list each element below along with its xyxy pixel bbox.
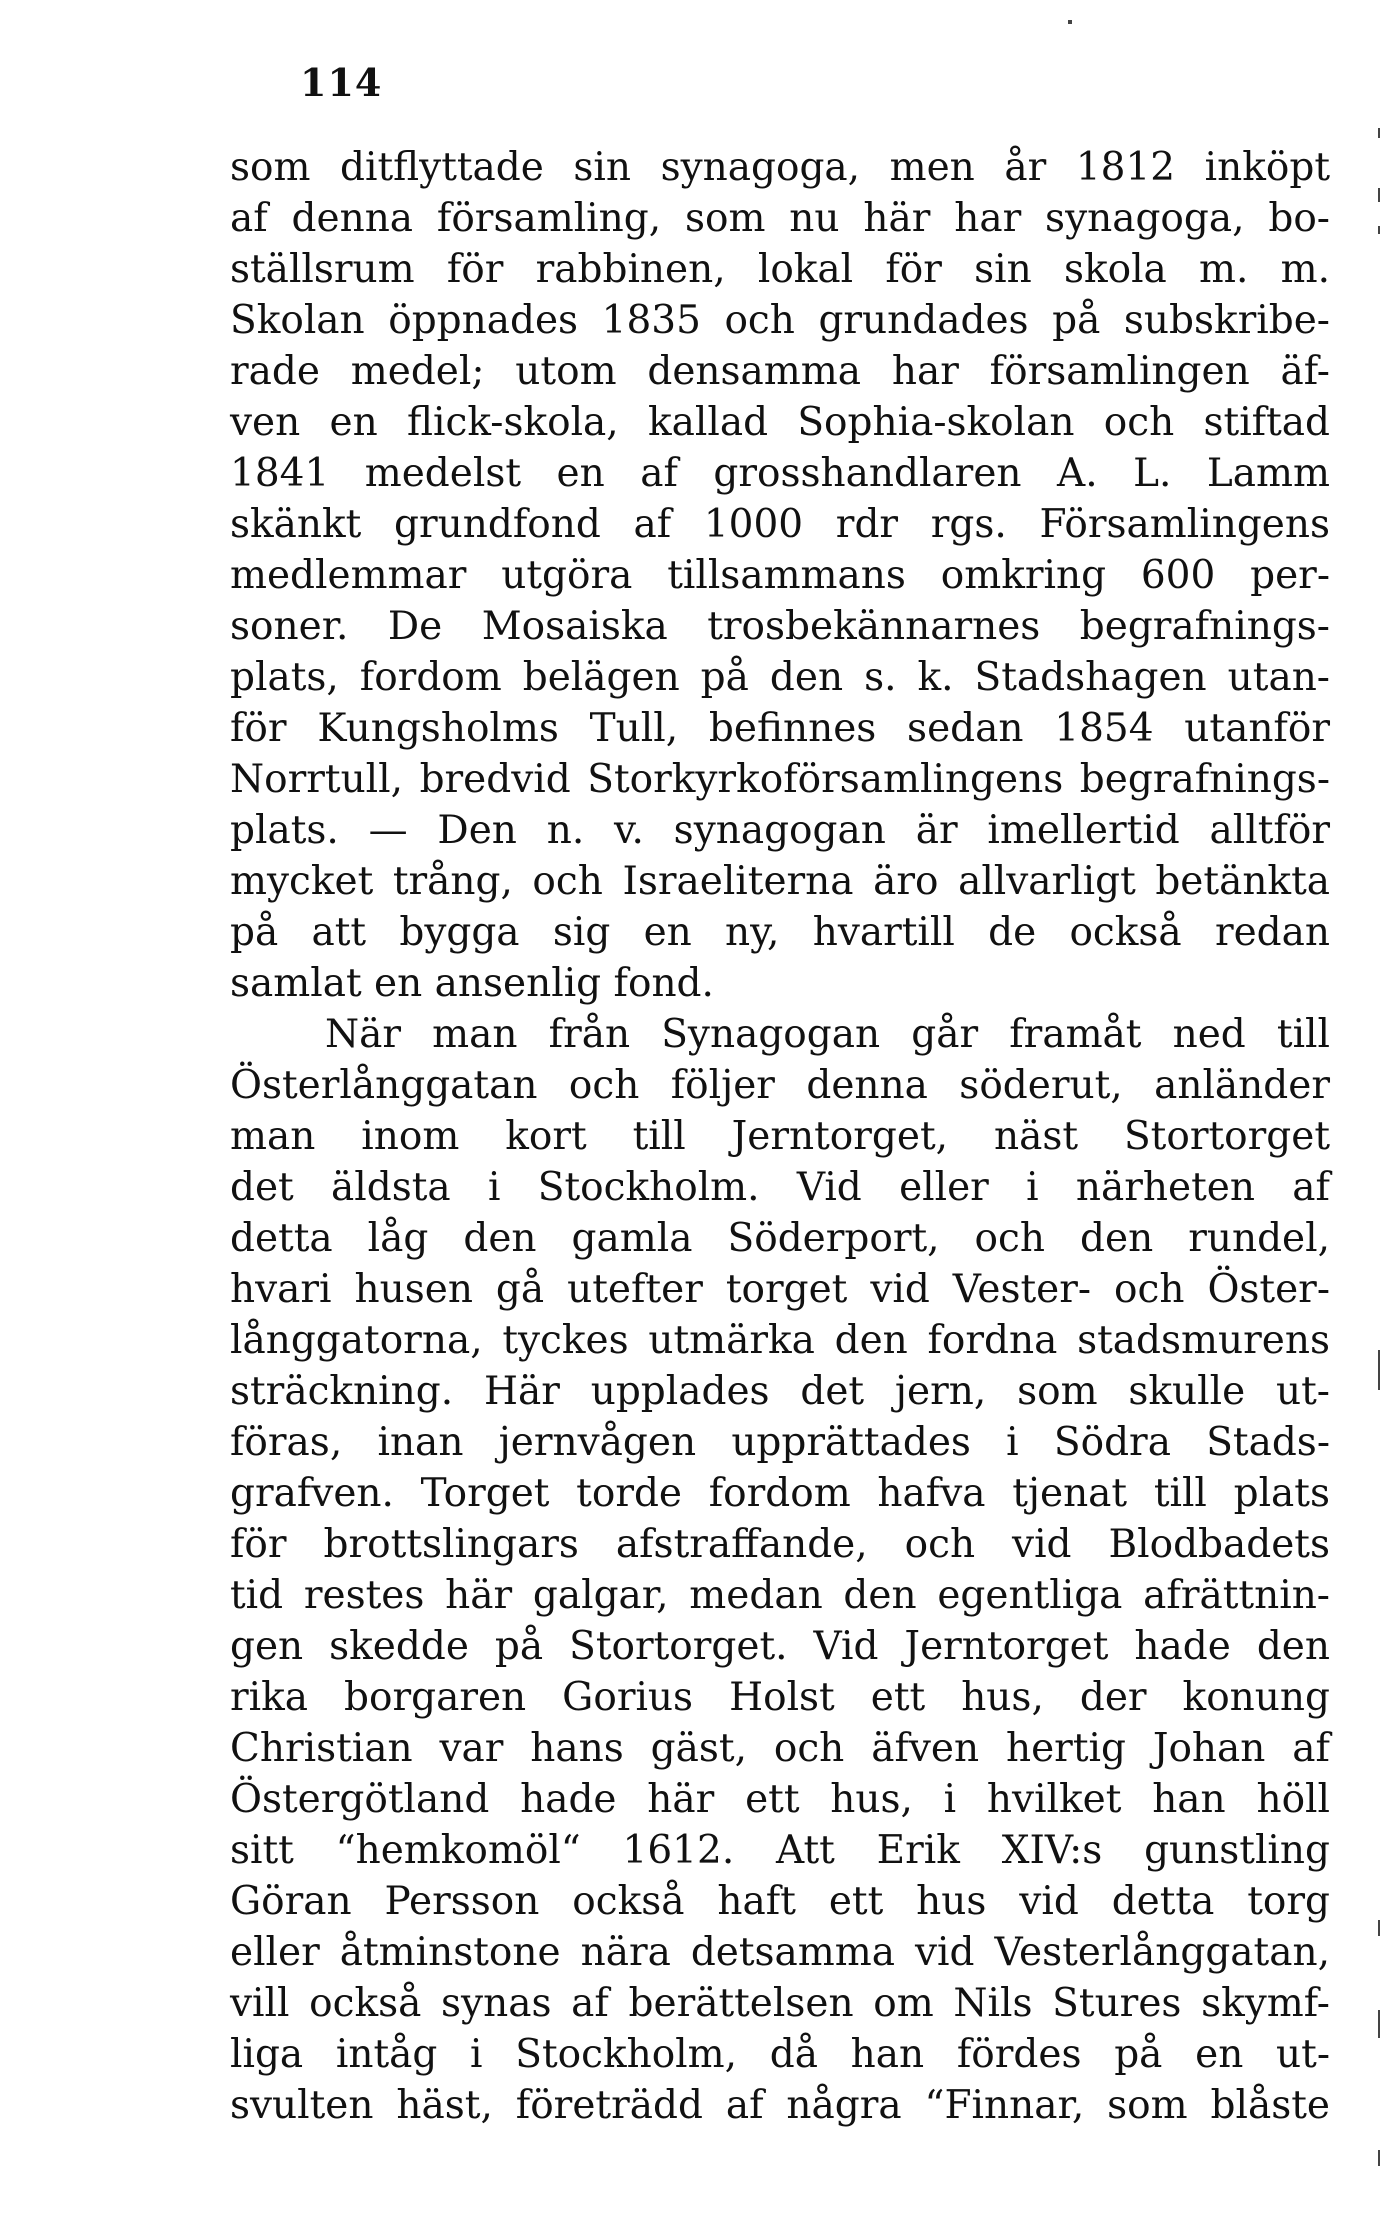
text-line: tid restes här galgar, medan den egentliga afrättnin-	[230, 1573, 1330, 1618]
text-line: ställsrum för rabbinen, lokal för sin skola m. m.	[230, 247, 1330, 292]
scan-speck	[1378, 1920, 1380, 1936]
text-line: rade medel; utom densamma har församlingen äf-	[230, 349, 1330, 394]
text-line: eller åtminstone nära detsamma vid Vesterlånggatan,	[230, 1930, 1330, 1975]
text-line: sträckning. Här upplades det jern, som skulle ut-	[230, 1369, 1330, 1414]
text-line: Göran Persson också haft ett hus vid detta torg	[230, 1879, 1330, 1924]
text-line: medlemmar utgöra tillsammans omkring 600 per-	[230, 553, 1330, 598]
text-line: man inom kort till Jerntorget, näst Stortorget	[230, 1114, 1330, 1159]
text-line: ven en flick-skola, kallad Sophia-skolan och stiftad	[230, 400, 1330, 445]
scan-speck	[1068, 20, 1072, 24]
text-line: rika borgaren Gorius Holst ett hus, der konung	[230, 1675, 1330, 1720]
text-line: vill också synas af berättelsen om Nils Stures skymf-	[230, 1981, 1330, 2026]
text-line: 1841 medelst en af grosshandlaren A. L. Lamm	[230, 451, 1330, 496]
text-line: af denna församling, som nu här har synagoga, bo-	[230, 196, 1330, 241]
text-line: det äldsta i Stockholm. Vid eller i närheten af	[230, 1165, 1330, 1210]
scan-speck	[1378, 128, 1380, 138]
text-line: som ditflyttade sin synagoga, men år 1812 inköpt	[230, 145, 1330, 190]
text-line: liga intåg i Stockholm, då han fördes på en ut-	[230, 2032, 1330, 2077]
text-line: Östergötland hade här ett hus, i hvilket han höll	[230, 1777, 1330, 1822]
text-line: Christian var hans gäst, och äfven hertig Johan af	[230, 1726, 1330, 1771]
paragraph-start-line: När man från Synagogan går framåt ned till	[325, 1012, 1330, 1057]
text-line: långgatorna, tyckes utmärka den fordna stadsmurens	[230, 1318, 1330, 1363]
text-line: för brottslingars afstraffande, och vid Blodbadets	[230, 1522, 1330, 1567]
scan-speck	[1378, 1350, 1380, 1390]
text-line: för Kungsholms Tull, befinnes sedan 1854 utanför	[230, 706, 1330, 751]
text-line: gen skedde på Stortorget. Vid Jerntorget hade den	[230, 1624, 1330, 1669]
text-line: svulten häst, företrädd af några “Finnar, som blåste	[230, 2083, 1330, 2128]
text-line: på att bygga sig en ny, hvartill de också redan	[230, 910, 1330, 955]
scan-speck	[1378, 2150, 1380, 2166]
text-line: soner. De Mosaiska trosbekännarnes begrafnings-	[230, 604, 1330, 649]
text-line: skänkt grundfond af 1000 rdr rgs. Församlingens	[230, 502, 1330, 547]
text-line: plats. — Den n. v. synagogan är imellertid alltför	[230, 808, 1330, 853]
text-line: detta låg den gamla Söderport, och den rundel,	[230, 1216, 1330, 1261]
text-line: hvari husen gå utefter torget vid Vester- och Öster-	[230, 1267, 1330, 1312]
body-text	[230, 142, 1330, 2131]
scan-speck	[1378, 2010, 1380, 2038]
text-line: mycket trång, och Israeliterna äro allvarligt betänkta	[230, 859, 1330, 904]
text-line: sitt “hemkomöl“ 1612. Att Erik XIV:s gunstling	[230, 1828, 1330, 1873]
text-line: föras, inan jernvågen upprättades i Södra Stads-	[230, 1420, 1330, 1465]
text-line: plats, fordom belägen på den s. k. Stadshagen utan-	[230, 655, 1330, 700]
text-line: Österlånggatan och följer denna söderut, anländer	[230, 1063, 1330, 1108]
scan-speck	[1378, 226, 1380, 234]
text-line: Norrtull, bredvid Storkyrkoförsamlingens begrafnings-	[230, 757, 1330, 802]
page-number: 114	[300, 60, 383, 105]
text-line: Skolan öppnades 1835 och grundades på subskribe-	[230, 298, 1330, 343]
paragraph-end-line: samlat en ansenlig fond.	[230, 961, 714, 1006]
scan-speck	[1378, 188, 1380, 202]
text-line: grafven. Torget torde fordom hafva tjenat till plats	[230, 1471, 1330, 1516]
